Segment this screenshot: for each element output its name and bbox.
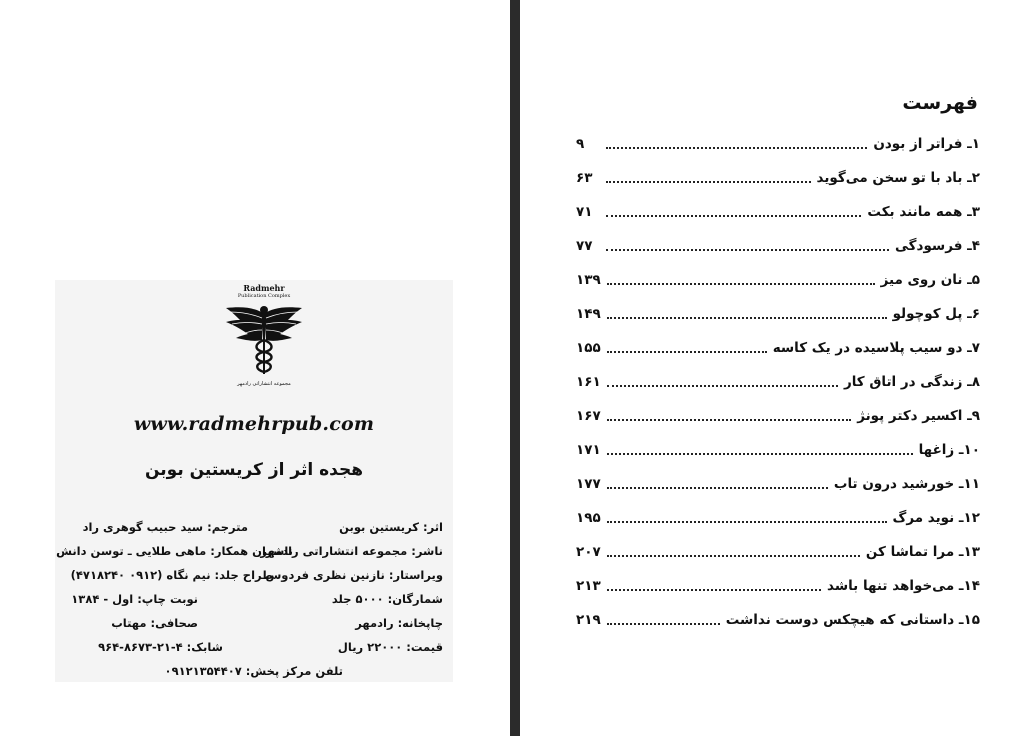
toc-leader-dots xyxy=(607,419,851,421)
toc-page-number: ۱۵۵ xyxy=(576,340,601,356)
publisher-website: www.radmehrpub.com xyxy=(133,413,375,435)
toc-chapter-title: ۳ـ همه مانند بکت xyxy=(867,204,980,220)
toc-page-number: ۲۱۹ xyxy=(576,612,601,628)
toc-chapter-title: ۱۱ـ خورشید درون تاب xyxy=(833,476,980,492)
credit-price: قیمت: ۲۲۰۰۰ ریال xyxy=(337,640,443,654)
toc-chapter-title: ۶ـ پل کوچولو xyxy=(892,306,980,322)
toc-row xyxy=(576,269,980,291)
toc-leader-dots xyxy=(607,351,767,353)
toc-chapter-title: ۱۳ـ مرا تماشا کن xyxy=(865,544,980,560)
toc-row xyxy=(576,235,980,257)
toc-page-number: ۱۳۹ xyxy=(576,272,601,288)
toc-page-number: ۷۱ xyxy=(576,204,593,220)
toc-page-number: ۱۴۹ xyxy=(576,306,601,322)
logo-name: Radmehr xyxy=(243,283,285,293)
toc-chapter-title: ۵ـ نان روی میز xyxy=(880,272,980,288)
toc-page-number: ۱۶۷ xyxy=(576,408,601,424)
book-title: هجده اثر از کریستین بوبن xyxy=(144,460,363,480)
toc-chapter-title: ۷ـ دو سیب پلاسیده در یک کاسه xyxy=(772,340,980,356)
toc-leader-dots xyxy=(607,487,828,489)
toc-row xyxy=(576,541,980,563)
toc-chapter-title: ۱۵ـ داستانی که هیچکس دوست نداشت xyxy=(725,612,980,628)
toc-page-number: ۱۹۵ xyxy=(576,510,601,526)
toc-leader-dots xyxy=(607,283,875,285)
toc-page-number: ۲۰۷ xyxy=(576,544,601,560)
logo-caption: مجموعه انتشاراتی رادمهر xyxy=(237,381,291,387)
toc-chapter-title: ۴ـ فرسودگی xyxy=(895,238,980,254)
toc-title: فهرست xyxy=(902,92,978,114)
toc-page-number: ۶۳ xyxy=(576,170,593,186)
credit-author: اثر: کریستین بوبن xyxy=(339,520,443,534)
toc-page-number: ۲۱۳ xyxy=(576,578,601,594)
toc-leader-dots xyxy=(606,249,889,251)
toc-chapter-title: ۲ـ باد با تو سخن می‌گوید xyxy=(816,170,980,186)
toc-chapter-title: ۱ـ فراتر از بودن xyxy=(873,136,980,152)
toc-leader-dots xyxy=(607,555,860,557)
toc-chapter-title: ۹ـ اکسیر دکتر پونژ xyxy=(857,408,980,424)
toc-row xyxy=(576,507,980,529)
toc-page-number: ۹ xyxy=(576,136,585,152)
toc-chapter-title: ۸ـ زندگی در اتاق کار xyxy=(843,374,980,390)
toc-page-number: ۱۷۱ xyxy=(576,442,601,458)
toc-row xyxy=(576,405,980,427)
toc-leader-dots xyxy=(607,385,838,387)
toc-row xyxy=(576,371,980,393)
toc-row xyxy=(576,609,980,631)
toc-row xyxy=(576,201,980,223)
credit-print-run: شمارگان: ۵۰۰۰ جلد xyxy=(331,592,443,606)
credit-cover-design: طراح جلد: نیم نگاه (۰۹۱۲ ۴۷۱۸۲۴۰) xyxy=(70,568,273,582)
publisher-logo xyxy=(218,280,310,400)
toc-row xyxy=(576,133,980,155)
toc-chapter-title: ۱۴ـ می‌خواهد تنها باشد xyxy=(827,578,980,594)
credit-publisher: ناشر: مجموعه انتشاراتی رادمهر xyxy=(260,544,443,558)
toc-chapter-title: ۱۲ـ نوید مرگ xyxy=(892,510,980,526)
toc-page-number: ۷۷ xyxy=(576,238,593,254)
toc-leader-dots xyxy=(607,521,887,523)
credit-binding: صحافی: مهتاب xyxy=(111,616,198,630)
toc-row xyxy=(576,473,980,495)
toc-row xyxy=(576,439,980,461)
toc-leader-dots xyxy=(607,453,913,455)
credit-co-publishers: ناشران همکار: ماهی طلایی ـ توسن دانش xyxy=(56,544,293,558)
page-gutter xyxy=(510,0,520,736)
right-page xyxy=(520,0,1024,736)
toc-leader-dots xyxy=(606,215,861,217)
credit-edition: نوبت چاپ: اول - ۱۳۸۴ xyxy=(71,592,198,606)
credit-editor: ویراستار: نازنین نظری فردوس xyxy=(265,568,443,582)
toc-row xyxy=(576,575,980,597)
toc-chapter-title: ۱۰ـ زاغها xyxy=(918,442,980,458)
toc-leader-dots xyxy=(607,317,887,319)
toc-page-number: ۱۶۱ xyxy=(576,374,601,390)
credit-isbn: شابک: ۴-۲۱-۸۶۷۳-۹۶۴ xyxy=(98,640,223,654)
credit-distribution-phone: تلفن مرکز پخش: ۰۹۱۲۱۳۵۴۴۰۷ xyxy=(164,664,343,678)
toc-leader-dots xyxy=(607,589,821,591)
toc-leader-dots xyxy=(606,147,867,149)
logo-subtitle: Publication Complex xyxy=(237,293,291,299)
toc-page-number: ۱۷۷ xyxy=(576,476,601,492)
credit-printer: چاپخانه: رادمهر xyxy=(355,616,443,630)
credit-translator: مترجم: سید حبیب گوهری راد xyxy=(82,520,248,534)
toc-row xyxy=(576,337,980,359)
caduceus-wings-icon xyxy=(222,300,306,380)
toc-row xyxy=(576,303,980,325)
toc-leader-dots xyxy=(606,181,811,183)
toc-leader-dots xyxy=(607,623,720,625)
left-page xyxy=(0,0,510,736)
credits-panel xyxy=(55,280,453,682)
toc-row xyxy=(576,167,980,189)
